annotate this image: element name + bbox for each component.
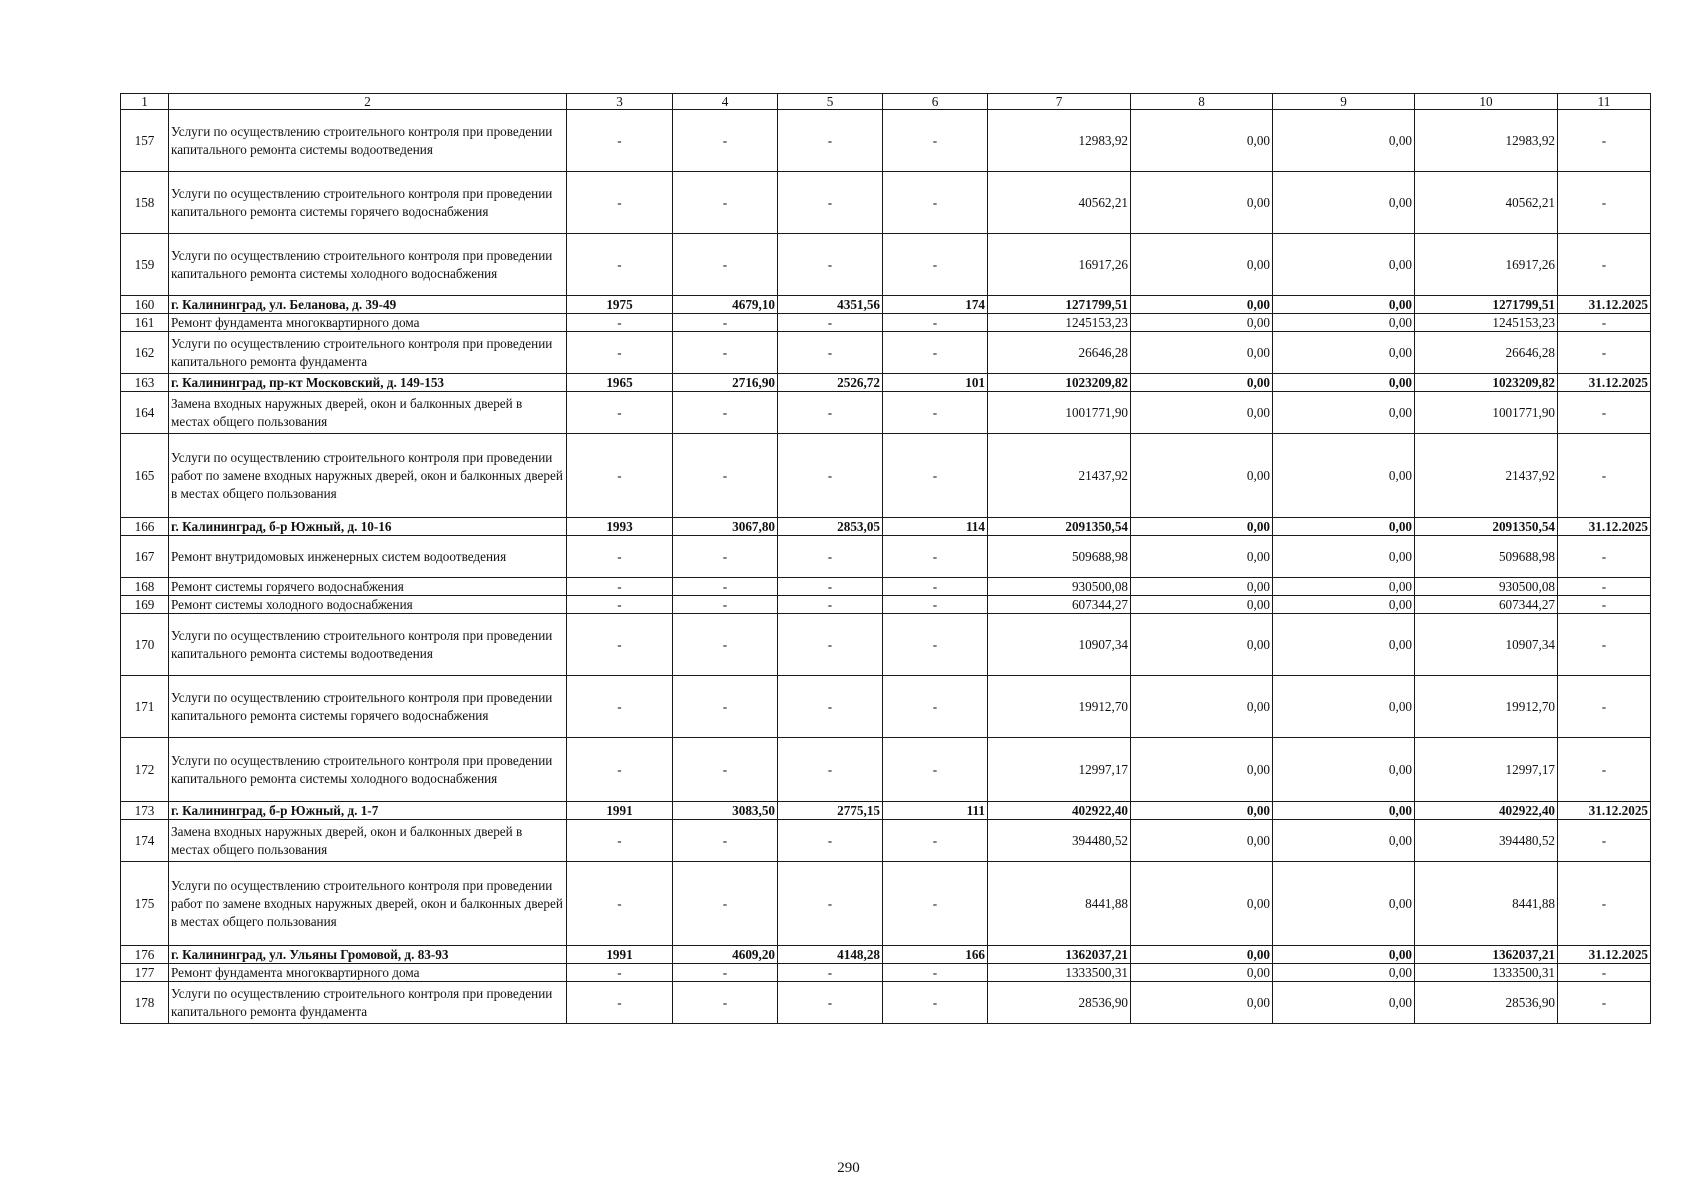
owners-cost-cell: 2091350,54 <box>1415 518 1558 536</box>
budget-cost-cell: 0,00 <box>1273 314 1415 332</box>
table-row <box>121 518 1651 536</box>
total-area-cell: - <box>673 536 778 578</box>
year-cell: - <box>567 982 673 1024</box>
year-cell: - <box>567 614 673 676</box>
budget-cost-cell: 0,00 <box>1273 614 1415 676</box>
table-row <box>121 434 1651 518</box>
owners-cost-cell: 402922,40 <box>1415 802 1558 820</box>
column-header: 11 <box>1558 94 1651 110</box>
description-cell: Услуги по осуществлению строительного контроля при проведении капитального ремонта фундамента <box>169 332 567 374</box>
owners-cost-cell: 21437,92 <box>1415 434 1558 518</box>
budget-cost-cell: 0,00 <box>1273 234 1415 296</box>
living-area-cell: - <box>778 614 883 676</box>
living-area-cell: 2526,72 <box>778 374 883 392</box>
year-cell: - <box>567 676 673 738</box>
residents-cell: - <box>883 332 988 374</box>
total-area-cell: 4609,20 <box>673 946 778 964</box>
deadline-cell: - <box>1558 982 1651 1024</box>
residents-cell: - <box>883 314 988 332</box>
owners-cost-cell: 1023209,82 <box>1415 374 1558 392</box>
total-cost-cell: 8441,88 <box>988 862 1131 946</box>
works-table <box>120 93 1651 1024</box>
budget-cost-cell: 0,00 <box>1273 820 1415 862</box>
row-number-cell: 158 <box>121 172 169 234</box>
residents-cell: - <box>883 614 988 676</box>
row-number-cell: 166 <box>121 518 169 536</box>
column-header: 5 <box>778 94 883 110</box>
year-cell: 1991 <box>567 802 673 820</box>
description-cell: Услуги по осуществлению строительного контроля при проведении капитального ремонта системы водоотведения <box>169 110 567 172</box>
year-cell: - <box>567 172 673 234</box>
table-row <box>121 964 1651 982</box>
description-cell: Услуги по осуществлению строительного контроля при проведении капитального ремонта системы горячего водоснабжения <box>169 676 567 738</box>
living-area-cell: - <box>778 676 883 738</box>
row-number-cell: 172 <box>121 738 169 802</box>
row-number-cell: 159 <box>121 234 169 296</box>
year-cell: - <box>567 332 673 374</box>
owners-cost-cell: 26646,28 <box>1415 332 1558 374</box>
living-area-cell: - <box>778 738 883 802</box>
total-area-cell: - <box>673 596 778 614</box>
budget-cost-cell: 0,00 <box>1273 676 1415 738</box>
residents-cell: 111 <box>883 802 988 820</box>
row-number-cell: 178 <box>121 982 169 1024</box>
total-cost-cell: 19912,70 <box>988 676 1131 738</box>
living-area-cell: 4351,56 <box>778 296 883 314</box>
description-cell: Услуги по осуществлению строительного контроля при проведении капитального ремонта системы холодного водоснабжения <box>169 738 567 802</box>
deadline-cell: - <box>1558 738 1651 802</box>
description-cell: Ремонт фундамента многоквартирного дома <box>169 314 567 332</box>
fund-cost-cell: 0,00 <box>1131 802 1273 820</box>
row-number-cell: 170 <box>121 614 169 676</box>
table-row <box>121 802 1651 820</box>
deadline-cell: - <box>1558 536 1651 578</box>
total-cost-cell: 12983,92 <box>988 110 1131 172</box>
row-number-cell: 157 <box>121 110 169 172</box>
year-cell: - <box>567 578 673 596</box>
fund-cost-cell: 0,00 <box>1131 676 1273 738</box>
residents-cell: - <box>883 578 988 596</box>
deadline-cell: - <box>1558 234 1651 296</box>
description-cell: г. Калининград, ул. Ульяны Громовой, д. 83-93 <box>169 946 567 964</box>
total-area-cell: 3083,50 <box>673 802 778 820</box>
table-row <box>121 332 1651 374</box>
row-number-cell: 161 <box>121 314 169 332</box>
year-cell: 1993 <box>567 518 673 536</box>
total-cost-cell: 2091350,54 <box>988 518 1131 536</box>
living-area-cell: 2853,05 <box>778 518 883 536</box>
budget-cost-cell: 0,00 <box>1273 172 1415 234</box>
row-number-cell: 163 <box>121 374 169 392</box>
budget-cost-cell: 0,00 <box>1273 518 1415 536</box>
fund-cost-cell: 0,00 <box>1131 518 1273 536</box>
year-cell: - <box>567 314 673 332</box>
row-number-cell: 176 <box>121 946 169 964</box>
owners-cost-cell: 1001771,90 <box>1415 392 1558 434</box>
column-header: 3 <box>567 94 673 110</box>
budget-cost-cell: 0,00 <box>1273 374 1415 392</box>
deadline-cell: 31.12.2025 <box>1558 374 1651 392</box>
fund-cost-cell: 0,00 <box>1131 536 1273 578</box>
total-cost-cell: 1023209,82 <box>988 374 1131 392</box>
total-area-cell: - <box>673 820 778 862</box>
fund-cost-cell: 0,00 <box>1131 964 1273 982</box>
living-area-cell: 4148,28 <box>778 946 883 964</box>
fund-cost-cell: 0,00 <box>1131 392 1273 434</box>
living-area-cell: - <box>778 434 883 518</box>
description-cell: Услуги по осуществлению строительного контроля при проведении капитального ремонта системы горячего водоснабжения <box>169 172 567 234</box>
owners-cost-cell: 394480,52 <box>1415 820 1558 862</box>
total-cost-cell: 1362037,21 <box>988 946 1131 964</box>
budget-cost-cell: 0,00 <box>1273 434 1415 518</box>
owners-cost-cell: 607344,27 <box>1415 596 1558 614</box>
budget-cost-cell: 0,00 <box>1273 862 1415 946</box>
total-area-cell: - <box>673 862 778 946</box>
description-cell: г. Калининград, ул. Беланова, д. 39-49 <box>169 296 567 314</box>
row-number-cell: 169 <box>121 596 169 614</box>
table-row <box>121 614 1651 676</box>
total-cost-cell: 26646,28 <box>988 332 1131 374</box>
deadline-cell: - <box>1558 578 1651 596</box>
fund-cost-cell: 0,00 <box>1131 374 1273 392</box>
residents-cell: - <box>883 110 988 172</box>
table-row <box>121 738 1651 802</box>
year-cell: - <box>567 964 673 982</box>
total-cost-cell: 28536,90 <box>988 982 1131 1024</box>
fund-cost-cell: 0,00 <box>1131 820 1273 862</box>
living-area-cell: - <box>778 578 883 596</box>
residents-cell: - <box>883 738 988 802</box>
row-number-cell: 171 <box>121 676 169 738</box>
table-row <box>121 578 1651 596</box>
column-header: 8 <box>1131 94 1273 110</box>
budget-cost-cell: 0,00 <box>1273 946 1415 964</box>
fund-cost-cell: 0,00 <box>1131 172 1273 234</box>
deadline-cell: - <box>1558 434 1651 518</box>
fund-cost-cell: 0,00 <box>1131 314 1273 332</box>
description-cell: Услуги по осуществлению строительного контроля при проведении капитального ремонта фундамента <box>169 982 567 1024</box>
total-area-cell: - <box>673 332 778 374</box>
total-cost-cell: 21437,92 <box>988 434 1131 518</box>
total-area-cell: - <box>673 110 778 172</box>
living-area-cell: - <box>778 596 883 614</box>
owners-cost-cell: 1362037,21 <box>1415 946 1558 964</box>
owners-cost-cell: 12983,92 <box>1415 110 1558 172</box>
deadline-cell: - <box>1558 392 1651 434</box>
living-area-cell: - <box>778 314 883 332</box>
year-cell: - <box>567 234 673 296</box>
year-cell: - <box>567 862 673 946</box>
owners-cost-cell: 1333500,31 <box>1415 964 1558 982</box>
description-cell: Ремонт фундамента многоквартирного дома <box>169 964 567 982</box>
budget-cost-cell: 0,00 <box>1273 802 1415 820</box>
owners-cost-cell: 40562,21 <box>1415 172 1558 234</box>
fund-cost-cell: 0,00 <box>1131 946 1273 964</box>
total-area-cell: 2716,90 <box>673 374 778 392</box>
deadline-cell: - <box>1558 820 1651 862</box>
description-cell: Услуги по осуществлению строительного контроля при проведении капитального ремонта системы водоотведения <box>169 614 567 676</box>
row-number-cell: 160 <box>121 296 169 314</box>
fund-cost-cell: 0,00 <box>1131 110 1273 172</box>
residents-cell: - <box>883 172 988 234</box>
year-cell: 1965 <box>567 374 673 392</box>
owners-cost-cell: 12997,17 <box>1415 738 1558 802</box>
total-area-cell: - <box>673 578 778 596</box>
year-cell: - <box>567 820 673 862</box>
total-area-cell: 4679,10 <box>673 296 778 314</box>
table-row <box>121 314 1651 332</box>
fund-cost-cell: 0,00 <box>1131 982 1273 1024</box>
residents-cell: 166 <box>883 946 988 964</box>
total-area-cell: - <box>673 738 778 802</box>
fund-cost-cell: 0,00 <box>1131 596 1273 614</box>
total-cost-cell: 1271799,51 <box>988 296 1131 314</box>
budget-cost-cell: 0,00 <box>1273 578 1415 596</box>
description-cell: Услуги по осуществлению строительного контроля при проведении работ по замене входных наружных дверей, окон и балконных дверей в местах общего пользования <box>169 434 567 518</box>
total-area-cell: - <box>673 234 778 296</box>
deadline-cell: 31.12.2025 <box>1558 802 1651 820</box>
year-cell: - <box>567 536 673 578</box>
column-header: 6 <box>883 94 988 110</box>
living-area-cell: - <box>778 536 883 578</box>
deadline-cell: - <box>1558 172 1651 234</box>
total-cost-cell: 1333500,31 <box>988 964 1131 982</box>
total-area-cell: - <box>673 314 778 332</box>
table-row <box>121 676 1651 738</box>
total-cost-cell: 10907,34 <box>988 614 1131 676</box>
description-cell: Ремонт системы холодного водоснабжения <box>169 596 567 614</box>
total-area-cell: 3067,80 <box>673 518 778 536</box>
total-cost-cell: 40562,21 <box>988 172 1131 234</box>
column-header: 9 <box>1273 94 1415 110</box>
table-row <box>121 862 1651 946</box>
description-cell: г. Калининград, б-р Южный, д. 10-16 <box>169 518 567 536</box>
owners-cost-cell: 1245153,23 <box>1415 314 1558 332</box>
deadline-cell: - <box>1558 614 1651 676</box>
table-row <box>121 946 1651 964</box>
description-cell: Ремонт внутридомовых инженерных систем водоотведения <box>169 536 567 578</box>
total-cost-cell: 394480,52 <box>988 820 1131 862</box>
total-area-cell: - <box>673 392 778 434</box>
table-row <box>121 374 1651 392</box>
year-cell: - <box>567 596 673 614</box>
deadline-cell: 31.12.2025 <box>1558 296 1651 314</box>
page-number: 290 <box>837 1160 860 1176</box>
row-number-cell: 177 <box>121 964 169 982</box>
total-cost-cell: 509688,98 <box>988 536 1131 578</box>
total-area-cell: - <box>673 676 778 738</box>
living-area-cell: - <box>778 172 883 234</box>
year-cell: 1975 <box>567 296 673 314</box>
description-cell: г. Калининград, пр-кт Московский, д. 149-153 <box>169 374 567 392</box>
table-row <box>121 536 1651 578</box>
living-area-cell: - <box>778 964 883 982</box>
fund-cost-cell: 0,00 <box>1131 738 1273 802</box>
description-cell: Услуги по осуществлению строительного контроля при проведении работ по замене входных наружных дверей, окон и балконных дверей в местах общего пользования <box>169 862 567 946</box>
total-cost-cell: 402922,40 <box>988 802 1131 820</box>
residents-cell: - <box>883 862 988 946</box>
table-row <box>121 110 1651 172</box>
deadline-cell: - <box>1558 862 1651 946</box>
residents-cell: - <box>883 536 988 578</box>
budget-cost-cell: 0,00 <box>1273 982 1415 1024</box>
table-row <box>121 982 1651 1024</box>
living-area-cell: - <box>778 862 883 946</box>
deadline-cell: 31.12.2025 <box>1558 946 1651 964</box>
row-number-cell: 174 <box>121 820 169 862</box>
owners-cost-cell: 10907,34 <box>1415 614 1558 676</box>
owners-cost-cell: 19912,70 <box>1415 676 1558 738</box>
fund-cost-cell: 0,00 <box>1131 434 1273 518</box>
budget-cost-cell: 0,00 <box>1273 392 1415 434</box>
deadline-cell: - <box>1558 596 1651 614</box>
deadline-cell: - <box>1558 676 1651 738</box>
residents-cell: - <box>883 596 988 614</box>
residents-cell: - <box>883 434 988 518</box>
owners-cost-cell: 1271799,51 <box>1415 296 1558 314</box>
row-number-cell: 164 <box>121 392 169 434</box>
description-cell: Замена входных наружных дверей, окон и балконных дверей в местах общего пользования <box>169 820 567 862</box>
deadline-cell: - <box>1558 314 1651 332</box>
total-cost-cell: 607344,27 <box>988 596 1131 614</box>
table-row <box>121 234 1651 296</box>
document-sheet <box>120 93 1650 1024</box>
deadline-cell: - <box>1558 964 1651 982</box>
budget-cost-cell: 0,00 <box>1273 332 1415 374</box>
total-cost-cell: 1245153,23 <box>988 314 1131 332</box>
total-area-cell: - <box>673 982 778 1024</box>
budget-cost-cell: 0,00 <box>1273 296 1415 314</box>
fund-cost-cell: 0,00 <box>1131 332 1273 374</box>
deadline-cell: - <box>1558 332 1651 374</box>
total-cost-cell: 1001771,90 <box>988 392 1131 434</box>
residents-cell: 114 <box>883 518 988 536</box>
fund-cost-cell: 0,00 <box>1131 578 1273 596</box>
residents-cell: - <box>883 392 988 434</box>
total-area-cell: - <box>673 614 778 676</box>
living-area-cell: - <box>778 234 883 296</box>
table-row <box>121 392 1651 434</box>
column-number-header-row <box>121 94 1651 110</box>
row-number-cell: 175 <box>121 862 169 946</box>
total-area-cell: - <box>673 964 778 982</box>
description-cell: Услуги по осуществлению строительного контроля при проведении капитального ремонта системы холодного водоснабжения <box>169 234 567 296</box>
living-area-cell: - <box>778 392 883 434</box>
table-row <box>121 296 1651 314</box>
budget-cost-cell: 0,00 <box>1273 536 1415 578</box>
table-row <box>121 172 1651 234</box>
deadline-cell: - <box>1558 110 1651 172</box>
owners-cost-cell: 16917,26 <box>1415 234 1558 296</box>
owners-cost-cell: 8441,88 <box>1415 862 1558 946</box>
residents-cell: 174 <box>883 296 988 314</box>
description-cell: г. Калининград, б-р Южный, д. 1-7 <box>169 802 567 820</box>
description-cell: Ремонт системы горячего водоснабжения <box>169 578 567 596</box>
residents-cell: - <box>883 982 988 1024</box>
fund-cost-cell: 0,00 <box>1131 234 1273 296</box>
fund-cost-cell: 0,00 <box>1131 862 1273 946</box>
deadline-cell: 31.12.2025 <box>1558 518 1651 536</box>
residents-cell: - <box>883 964 988 982</box>
total-cost-cell: 12997,17 <box>988 738 1131 802</box>
budget-cost-cell: 0,00 <box>1273 964 1415 982</box>
year-cell: - <box>567 110 673 172</box>
description-cell: Замена входных наружных дверей, окон и балконных дверей в местах общего пользования <box>169 392 567 434</box>
year-cell: - <box>567 434 673 518</box>
total-cost-cell: 16917,26 <box>988 234 1131 296</box>
residents-cell: - <box>883 676 988 738</box>
row-number-cell: 173 <box>121 802 169 820</box>
column-header: 7 <box>988 94 1131 110</box>
living-area-cell: 2775,15 <box>778 802 883 820</box>
living-area-cell: - <box>778 820 883 862</box>
budget-cost-cell: 0,00 <box>1273 596 1415 614</box>
row-number-cell: 168 <box>121 578 169 596</box>
total-area-cell: - <box>673 434 778 518</box>
row-number-cell: 165 <box>121 434 169 518</box>
total-area-cell: - <box>673 172 778 234</box>
year-cell: - <box>567 738 673 802</box>
row-number-cell: 162 <box>121 332 169 374</box>
residents-cell: - <box>883 234 988 296</box>
total-cost-cell: 930500,08 <box>988 578 1131 596</box>
table-row <box>121 820 1651 862</box>
column-header: 4 <box>673 94 778 110</box>
residents-cell: 101 <box>883 374 988 392</box>
fund-cost-cell: 0,00 <box>1131 614 1273 676</box>
budget-cost-cell: 0,00 <box>1273 110 1415 172</box>
table-body <box>121 94 1651 1024</box>
owners-cost-cell: 509688,98 <box>1415 536 1558 578</box>
table-row <box>121 596 1651 614</box>
owners-cost-cell: 930500,08 <box>1415 578 1558 596</box>
row-number-cell: 167 <box>121 536 169 578</box>
year-cell: 1991 <box>567 946 673 964</box>
year-cell: - <box>567 392 673 434</box>
column-header: 1 <box>121 94 169 110</box>
living-area-cell: - <box>778 332 883 374</box>
fund-cost-cell: 0,00 <box>1131 296 1273 314</box>
owners-cost-cell: 28536,90 <box>1415 982 1558 1024</box>
column-header: 10 <box>1415 94 1558 110</box>
residents-cell: - <box>883 820 988 862</box>
living-area-cell: - <box>778 110 883 172</box>
budget-cost-cell: 0,00 <box>1273 738 1415 802</box>
column-header: 2 <box>169 94 567 110</box>
living-area-cell: - <box>778 982 883 1024</box>
